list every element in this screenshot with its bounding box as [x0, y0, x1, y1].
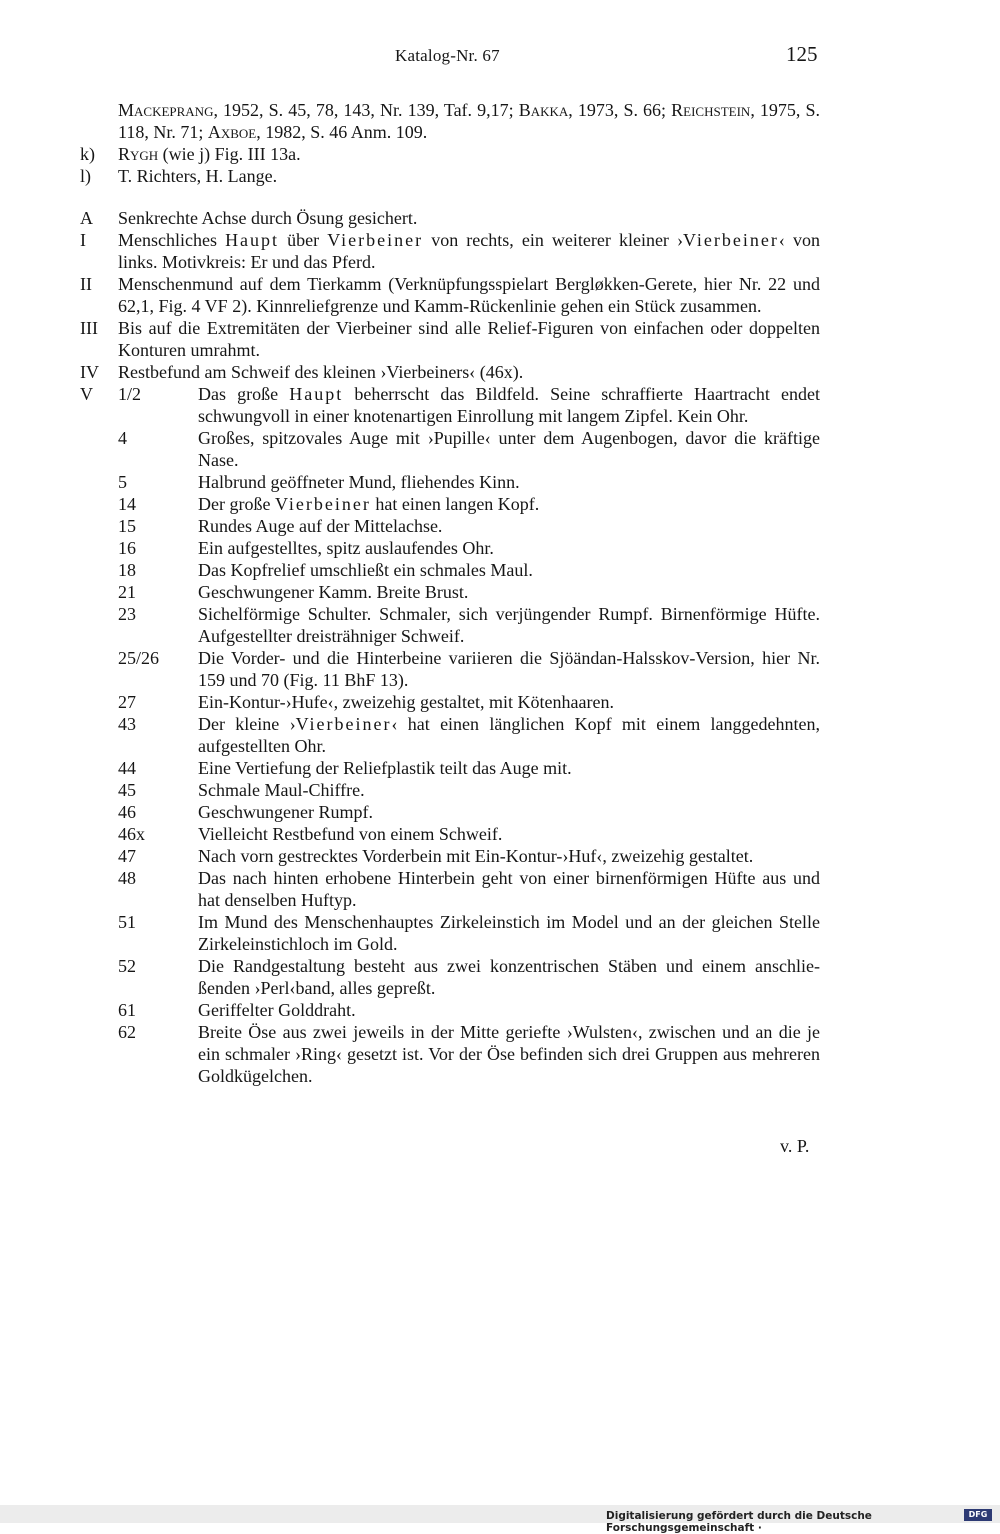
section-A [80, 207, 820, 229]
detail-number: 48 [118, 868, 136, 888]
detail-text: beherrscht das Bildfeld. Seine schraffierte Haartracht endet schwungvoll in einer knotenartigen Einrollung mit langem Zipfel. Kein Ohr. [198, 384, 821, 426]
funding-notice: Digitalisierung gefördert durch die Deutsche Forschungsgemeinschaft · [606, 1510, 872, 1534]
section-III [80, 317, 820, 361]
detail-item [80, 647, 820, 691]
spaced-term: Vierbeiner [295, 714, 392, 734]
detail-number: 62 [118, 1022, 136, 1042]
spaced-term: Vierbeiner [274, 494, 371, 514]
detail-number: 23 [118, 604, 136, 624]
detail-text: Die Randgestaltung besteht aus zwei konzentrischen Stäben und einem anschlie-ßenden ›Perl‹band, alles gepreßt. [198, 956, 820, 998]
section-text: über [279, 230, 328, 250]
detail-number: 15 [118, 516, 136, 536]
section-label: V [80, 384, 93, 404]
detail-text: Geschwungener Rumpf. [198, 802, 373, 822]
section-text: Bis auf die Extremitäten der Vierbeiner sind alle Relief-Figuren von einfachen oder doppelten Konturen umrahmt. [118, 318, 820, 360]
detail-item [80, 537, 820, 559]
citation-text: , 1952, S. 45, 78, 143, Nr. 139, Taf. 9,17; [213, 100, 519, 120]
detail-item [80, 999, 820, 1021]
detail-text: Eine Vertiefung der Reliefplastik teilt das Auge mit. [198, 758, 572, 778]
detail-item [80, 581, 820, 603]
section-II [80, 273, 820, 317]
spaced-term: Vierbeiner [327, 230, 424, 250]
section-text: Menschenmund auf dem Tierkamm (Verknüpfungsspielart Bergløkken-Gerete, hier Nr. 22 und 62,1, Fig. 4 VF 2). Kinnreliefgrenze und Kamm-Rückenlinie gehen ein Stück zusammen. [118, 274, 820, 316]
author-name: Bakka [518, 100, 569, 120]
detail-number: 18 [118, 560, 136, 580]
detail-number: 16 [118, 538, 136, 558]
detail-text: Großes, spitzovales Auge mit ›Pupille‹ unter dem Augenbogen, davor die kräftige Nase. [198, 428, 820, 470]
detail-number: 51 [118, 912, 136, 932]
detail-number: 52 [118, 956, 136, 976]
detail-number: 21 [118, 582, 136, 602]
detail-text: Geschwungener Kamm. Breite Brust. [198, 582, 469, 602]
detail-item [80, 427, 820, 471]
detail-text: Geriffelter Golddraht. [198, 1000, 356, 1020]
item-label: l) [80, 166, 91, 186]
section-label: II [80, 274, 92, 294]
catalog-entry-body [80, 99, 820, 1087]
detail-text: Das nach hinten erhobene Hinterbein geht von einer birnenförmigen Hüfte aus und hat denselben Huftyp. [198, 868, 820, 910]
detail-number: 45 [118, 780, 136, 800]
detail-text: Sichelförmige Schulter. Schmaler, sich verjüngender Rumpf. Birnenförmige Hüfte. Aufgestellter dreisträhniger Schweif. [198, 604, 820, 646]
detail-item [80, 691, 820, 713]
detail-item [80, 867, 820, 911]
detail-item [80, 801, 820, 823]
detail-item [80, 383, 820, 427]
detail-item [80, 603, 820, 647]
detail-number: 14 [118, 494, 136, 514]
citation-text: (wie j) Fig. III 13a. [158, 144, 301, 164]
detail-item [80, 515, 820, 537]
running-header: Katalog-Nr. 67 [395, 46, 500, 65]
detail-text: Im Mund des Menschenhauptes Zirkeleinstich im Model und an der gleichen Stelle Zirkeleinstichloch im Gold. [198, 912, 820, 954]
detail-number: 46x [118, 824, 145, 844]
detail-text: Das große [198, 384, 290, 404]
section-label: IV [80, 362, 99, 382]
author-name: Axboe [207, 122, 257, 142]
citation-text: T. Richters, H. Lange. [118, 166, 278, 186]
section-label: A [80, 208, 93, 228]
section-text: von rechts, ein weiterer kleiner › [423, 230, 684, 250]
section-text: Restbefund am Schweif des kleinen ›Vierbeiners‹ (46x). [118, 362, 524, 382]
spaced-term: Haupt [289, 384, 344, 404]
detail-item [80, 559, 820, 581]
detail-item [80, 471, 820, 493]
detail-text: Das Kopfrelief umschließt ein schmales Maul. [198, 560, 533, 580]
detail-text: Rundes Auge auf der Mittelachse. [198, 516, 443, 536]
section-V [80, 383, 820, 1087]
detail-item [80, 493, 820, 515]
detail-text: ‹ hat einen länglichen Kopf mit einem langgedehnten, aufgestellten Ohr. [198, 714, 820, 756]
section-IV [80, 361, 820, 383]
section-label: I [80, 230, 86, 250]
detail-item [80, 779, 820, 801]
author-name: Rygh [118, 144, 159, 164]
detail-text: Der kleine › [198, 714, 296, 734]
detail-number: 43 [118, 714, 136, 734]
detail-number: 46 [118, 802, 136, 822]
detail-item [80, 757, 820, 779]
author-name: Mackeprang [118, 100, 214, 120]
detail-item [80, 845, 820, 867]
page-number: 125 [786, 42, 818, 66]
reference-item-l [80, 165, 820, 187]
detail-text: Die Vorder- und die Hinterbeine variieren die Sjöändan-Halsskov-Version, hier Nr. 159 und 70 (Fig. 11 BhF 13). [198, 648, 820, 690]
reference-item-k [80, 143, 820, 165]
detail-text: Vielleicht Restbefund von einem Schweif. [198, 824, 503, 844]
citation-text: , 1982, S. 46 Anm. 109. [256, 122, 428, 142]
citation-text: , 1975, S. 118, Nr. 71; [118, 100, 820, 142]
detail-number: 61 [118, 1000, 136, 1020]
detail-item [80, 713, 820, 757]
citation-text: , 1973, S. 66; [568, 100, 672, 120]
author-name: Reichstein [671, 100, 751, 120]
detail-number: 44 [118, 758, 136, 778]
detail-number: 1/2 [118, 384, 142, 404]
section-text: ‹ von links. Motivkreis: Er und das Pferd. [118, 230, 820, 272]
section-text: Senkrechte Achse durch Ösung gesichert. [118, 208, 418, 228]
detail-text: Ein-Kontur-›Hufe‹, zweizehig gestaltet, mit Kötenhaaren. [198, 692, 614, 712]
item-label: k) [80, 144, 95, 164]
section-label: III [80, 318, 98, 338]
detail-number: 25/26 [118, 648, 160, 668]
author-initials: v. P. [780, 1136, 810, 1156]
detail-text: Nach vorn gestrecktes Vorderbein mit Ein-Kontur-›Huf‹, zweizehig gestaltet. [198, 846, 754, 866]
detail-text: hat einen langen Kopf. [370, 494, 540, 514]
section-I [80, 229, 820, 273]
detail-text: Breite Öse aus zwei jeweils in der Mitte geriefte ›Wulsten‹, zwischen und an die je ein schmaler ›Ring‹ gesetzt ist. Vor der Öse befinden sich drei Gruppen aus mehreren Goldkügelchen. [198, 1022, 820, 1086]
detail-item [80, 1021, 820, 1087]
detail-number: 27 [118, 692, 136, 712]
detail-number: 4 [118, 428, 127, 448]
detail-item [80, 823, 820, 845]
detail-text: Der große [198, 494, 275, 514]
detail-text: Schmale Maul-Chiffre. [198, 780, 365, 800]
detail-text: Ein aufgestelltes, spitz auslaufendes Ohr. [198, 538, 494, 558]
detail-number: 47 [118, 846, 136, 866]
bibliography-references [80, 99, 820, 143]
section-text: Menschliches [118, 230, 226, 250]
detail-text: Halbrund geöffneter Mund, fliehendes Kinn. [198, 472, 520, 492]
spaced-term: Haupt [225, 230, 280, 250]
spaced-term: Vierbeiner [683, 230, 779, 250]
detail-item [80, 911, 820, 955]
detail-number: 5 [118, 472, 127, 492]
detail-item [80, 955, 820, 999]
dfg-logo-icon: DFG [964, 1509, 992, 1521]
